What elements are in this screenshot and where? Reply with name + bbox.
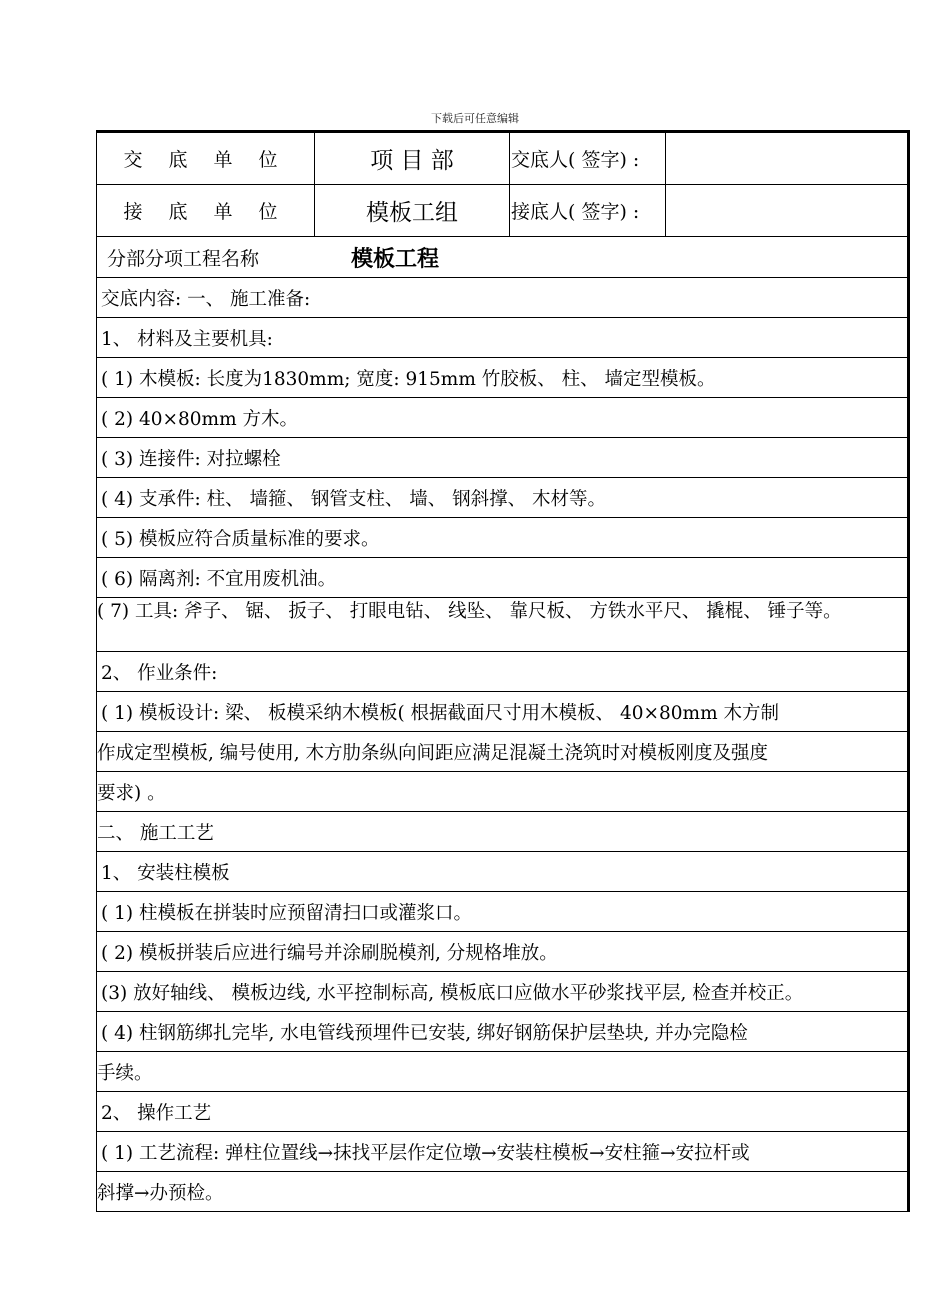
content-text: 交底内容: 一、 施工准备:	[101, 288, 311, 310]
content-text: 作成定型模板, 编号使用, 木方肋条纵向间距应满足混凝土浇筑时对模板刚度及强度	[97, 742, 769, 764]
receiver-signature-field[interactable]	[666, 185, 907, 236]
content-text: ( 4) 支承件: 柱、 墙箍、 钢管支柱、 墙、 钢斜撑、 木材等。	[101, 488, 606, 510]
content-text: 二、 施工工艺	[97, 822, 214, 844]
content-text: ( 3) 连接件: 对拉螺栓	[101, 448, 281, 470]
project-name-label: 分部分项工程名称	[107, 247, 260, 270]
content-text: 2、 作业条件:	[101, 662, 218, 684]
content-text: ( 5) 模板应符合质量标准的要求。	[101, 528, 380, 550]
content-text: ( 1) 模板设计: 梁、 板模采纳木模板( 根据截面尺寸用木模板、 40×80mm 木方制	[101, 702, 779, 724]
watermark-text: 下载后可任意编辑	[431, 112, 519, 125]
content-text: ( 1) 柱模板在拼装时应预留清扫口或灌浆口。	[101, 902, 472, 924]
receiving-unit-label: 接 底 单 位	[97, 185, 315, 236]
content-line	[97, 652, 907, 692]
discloser-signature-label: 交底人( 签字) :	[510, 133, 666, 184]
content-line	[97, 358, 907, 398]
header-row-receiving	[97, 185, 907, 237]
content-text: ( 1) 工艺流程: 弹柱位置线→抹找平层作定位墩→安装柱模板→安柱箍→安拉杆或	[101, 1142, 750, 1164]
content-line	[97, 318, 907, 358]
disclosure-form-table	[96, 130, 910, 1212]
content-line	[97, 278, 907, 318]
content-line	[97, 772, 907, 812]
content-line	[97, 478, 907, 518]
receiving-unit-value: 模板工组	[315, 185, 510, 236]
content-text: (3) 放好轴线、 模板边线, 水平控制标高, 模板底口应做水平砂浆找平层, 检查并校正。	[101, 982, 804, 1004]
content-line	[97, 438, 907, 478]
content-line	[97, 1012, 907, 1052]
content-line	[97, 598, 907, 652]
content-line	[97, 812, 907, 852]
content-text: ( 4) 柱钢筋绑扎完毕, 水电管线预埋件已安装, 绑好钢筋保护层垫块, 并办完隐检	[101, 1022, 748, 1044]
content-text: 斜撑→办预检。	[97, 1182, 224, 1204]
content-line	[97, 692, 907, 732]
content-line	[97, 1132, 907, 1172]
content-text: 2、 操作工艺	[101, 1102, 212, 1124]
content-line	[97, 852, 907, 892]
project-name-value: 模板工程	[351, 246, 440, 272]
content-line	[97, 1172, 907, 1212]
content-text: ( 1) 木模板: 长度为1830mm; 宽度: 915mm 竹胶板、 柱、 墙定型模板。	[101, 368, 716, 390]
receiver-signature-label: 接底人( 签字) :	[510, 185, 666, 236]
issuing-unit-value: 项 目 部	[315, 133, 510, 184]
content-line	[97, 732, 907, 772]
content-text: 手续。	[97, 1062, 153, 1084]
content-text: ( 2) 40×80mm 方木。	[101, 408, 299, 430]
content-line	[97, 558, 907, 598]
content-text: 要求) 。	[97, 782, 166, 804]
project-name-row	[97, 237, 907, 278]
content-text: ( 2) 模板拼装后应进行编号并涂刷脱模剂, 分规格堆放。	[101, 942, 558, 964]
content-text: 1、 材料及主要机具:	[101, 328, 273, 350]
content-text: ( 7) 工具: 斧子、 锯、 扳子、 打眼电钻、 线坠、 靠尺板、 方铁水平尺、 撬棍、 锤子等。	[97, 601, 842, 622]
content-text: ( 6) 隔离剂: 不宜用废机油。	[101, 568, 337, 590]
content-line	[97, 518, 907, 558]
content-line	[97, 398, 907, 438]
issuing-unit-label: 交 底 单 位	[97, 133, 315, 184]
content-line	[97, 892, 907, 932]
content-line	[97, 1092, 907, 1132]
content-line	[97, 1052, 907, 1092]
header-row-issuing	[97, 133, 907, 185]
content-line	[97, 932, 907, 972]
content-text: 1、 安装柱模板	[101, 862, 230, 884]
discloser-signature-field[interactable]	[666, 133, 907, 184]
content-line	[97, 972, 907, 1012]
